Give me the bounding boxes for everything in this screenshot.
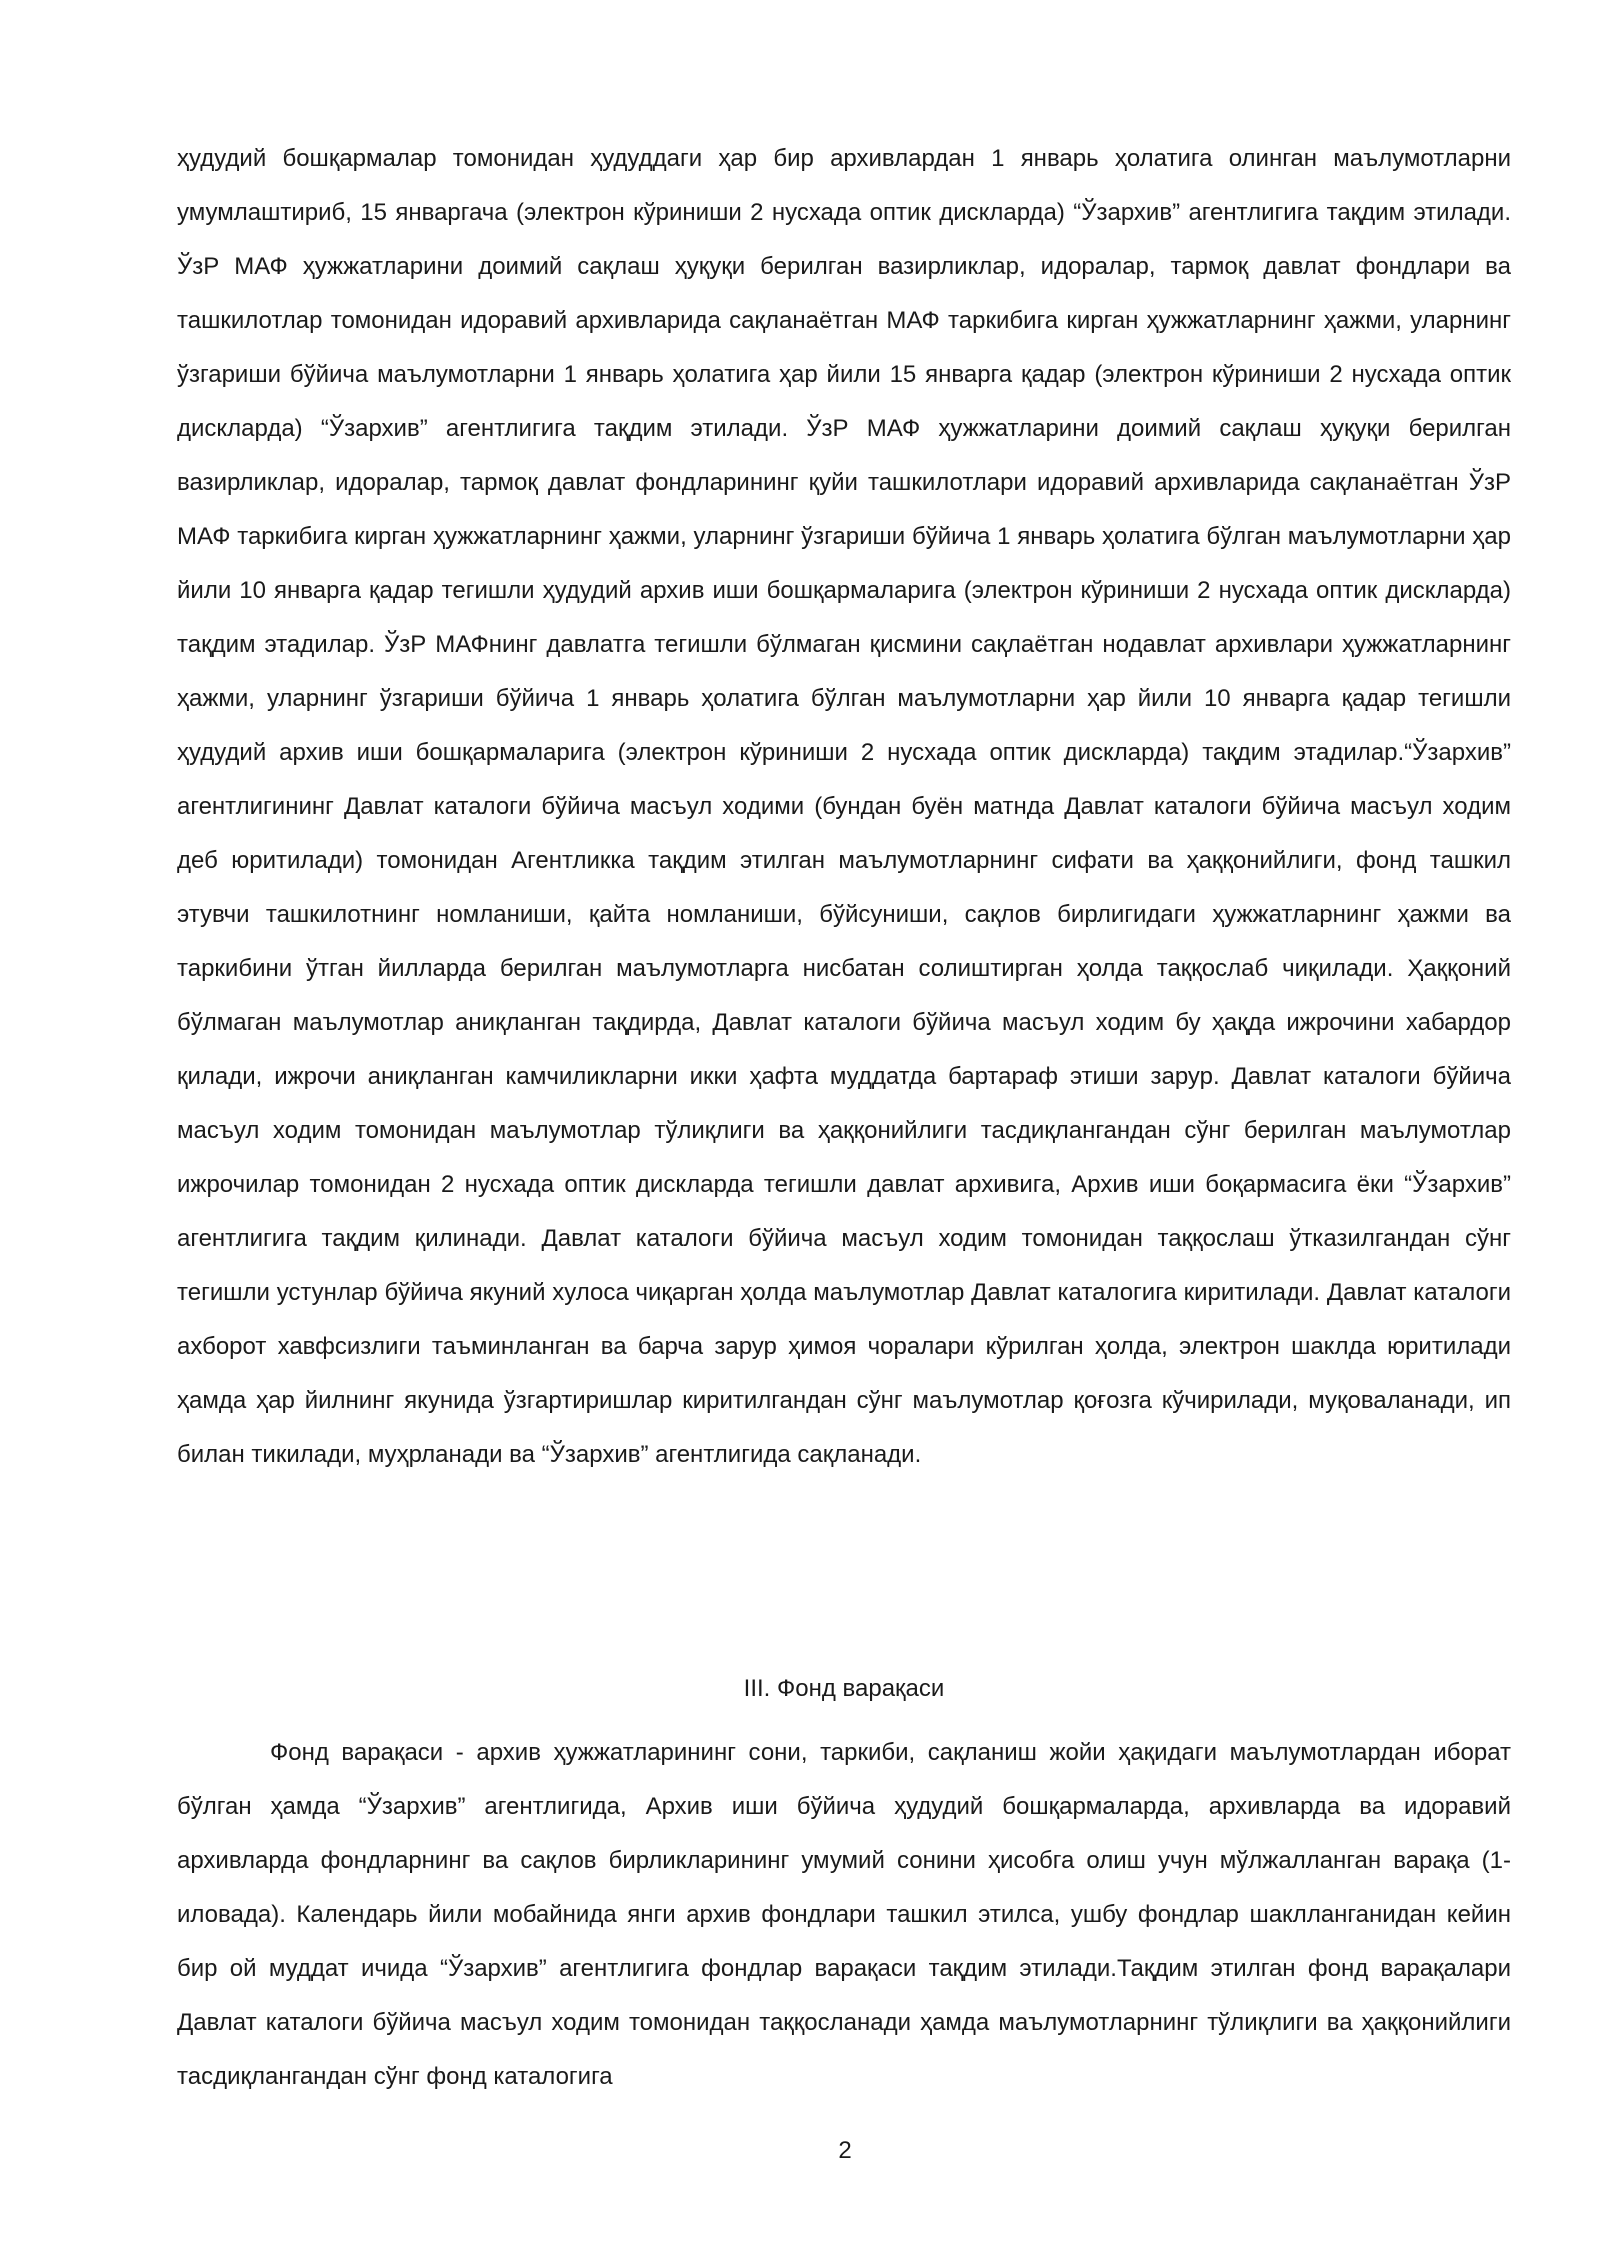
body-paragraph-2: Фонд варақаси - архив ҳужжатларининг сони, таркиби, сақланиш жойи ҳақидаги маълумотлардан иборат бўлган ҳамда “Ўзархив” агентлигида, Архив иши бўйича ҳудудий бошқармаларда, архивларда ва идоравий архивларда фондларнинг ва сақлов бирликларининг умумий сонини ҳисобга олиш учун мўлжалланган варақа (1-иловада). Календарь йили мобайнида янги архив фондлари ташкил этилса, ушбу фондлар шаклланганидан кейин бир ой муддат ичида “Ўзархив” агентлигига фондлар варақаси тақдим этилади.Тақдим этилган фонд варақалари Давлат каталоги бўйича масъул ходим томонидан таққосланади ҳамда маълумотларнинг тўлиқлиги ва ҳаққонийлиги тасдиқлангандан сўнг фонд каталогига xyxy=(177,1739,1511,2090)
body-paragraph-1: ҳудудий бошқармалар томонидан ҳудуддаги ҳар бир архивлардан 1 январь ҳолатига олинган маълумотларни умумлаштириб, 15 январгача (электрон кўриниши 2 нусхада оптик дискларда) “Ўзархив” агентлигига тақдим этилади. ЎзР МАФ ҳужжатларини доимий сақлаш ҳуқуқи берилган вазирликлар, идоралар, тармоқ давлат фондлари ва ташкилотлар томонидан идоравий архивларида сақланаётган МАФ таркибига кирган ҳужжатларнинг ҳажми, уларнинг ўзгариши бўйича маълумотларни 1 январь ҳолатига ҳар йили 15 январга қадар (электрон кўриниши 2 нусхада оптик дискларда) “Ўзархив” агентлигига тақдим этилади. ЎзР МАФ ҳужжатларини доимий сақлаш ҳуқуқи берилган вазирликлар, идоралар, тармоқ давлат фондларининг қуйи ташкилотлари идоравий архивларида сақланаётган ЎзР МАФ таркибига кирган ҳужжатларнинг ҳажми, уларнинг ўзгариши бўйича 1 январь ҳолатига бўлган маълумотларни ҳар йили 10 январга қадар тегишли ҳудудий архив иши бошқармаларига (электрон кўриниши 2 нусхада оптик дискларда) тақдим этадилар. ЎзР МАФнинг давлатга тегишли бўлмаган қисмини сақлаётган нодавлат архивлари ҳужжатларнинг ҳажми, уларнинг ўзгариши бўйича 1 январь ҳолатига бўлган маълумотларни ҳар йили 10 январга қадар тегишли ҳудудий архив иши бошқармаларига (электрон кўриниши 2 нусхада оптик дискларда) тақдим этадилар.“Ўзархив” агентлигининг Давлат каталоги бўйича масъул ходими (бундан буён матнда Давлат каталоги бўйича масъул ходим деб юритилади) томонидан Агентликка тақдим этилган маълумотларнинг сифати ва ҳаққонийлиги, фонд ташкил этувчи ташкилотнинг номланиши, қайта номланиши, бўйсуниши, сақлов бирлигидаги ҳужжатларнинг ҳажми ва таркибини ўтган йилларда берилган маълумотларга нисбатан солиштирган ҳолда таққослаб чиқилади. Ҳаққоний бўлмаган маълумотлар аниқланган тақдирда, Давлат каталоги бўйича масъул ходим бу ҳақда ижрочини хабардор қилади, ижрочи аниқланган камчиликларни икки ҳафта муддатда бартараф этиши зарур. Давлат каталоги бўйича масъул ходим томонидан маълумотлар тўлиқлиги ва ҳаққонийлиги тасдиқлангандан сўнг берилган маълумотлар ижрочилар томонидан 2 нусхада оптик дискларда тегишли давлат архивига, Архив иши боқармасига ёки “Ўзархив” агентлигига тақдим қилинади. Давлат каталоги бўйича масъул ходим томонидан таққослаш ўтказилгандан сўнг тегишли устунлар бўйича якуний хулоса чиқарган ҳолда маълумотлар Давлат каталогига киритилади. Давлат каталоги ахборот хавфсизлиги таъминланган ва барча зарур ҳимоя чоралари кўрилган ҳолда, электрон шаклда юритилади ҳамда ҳар йилнинг якунида ўзгартиришлар киритилгандан сўнг маълумотлар қоғозга кўчирилади, муқоваланади, ип билан тикилади, муҳрланади ва “Ўзархив” агентлигида сақланади. xyxy=(177,145,1511,1468)
page-number: 2 xyxy=(838,2137,852,2164)
section-heading: III. Фонд варақаси xyxy=(743,1675,945,1702)
